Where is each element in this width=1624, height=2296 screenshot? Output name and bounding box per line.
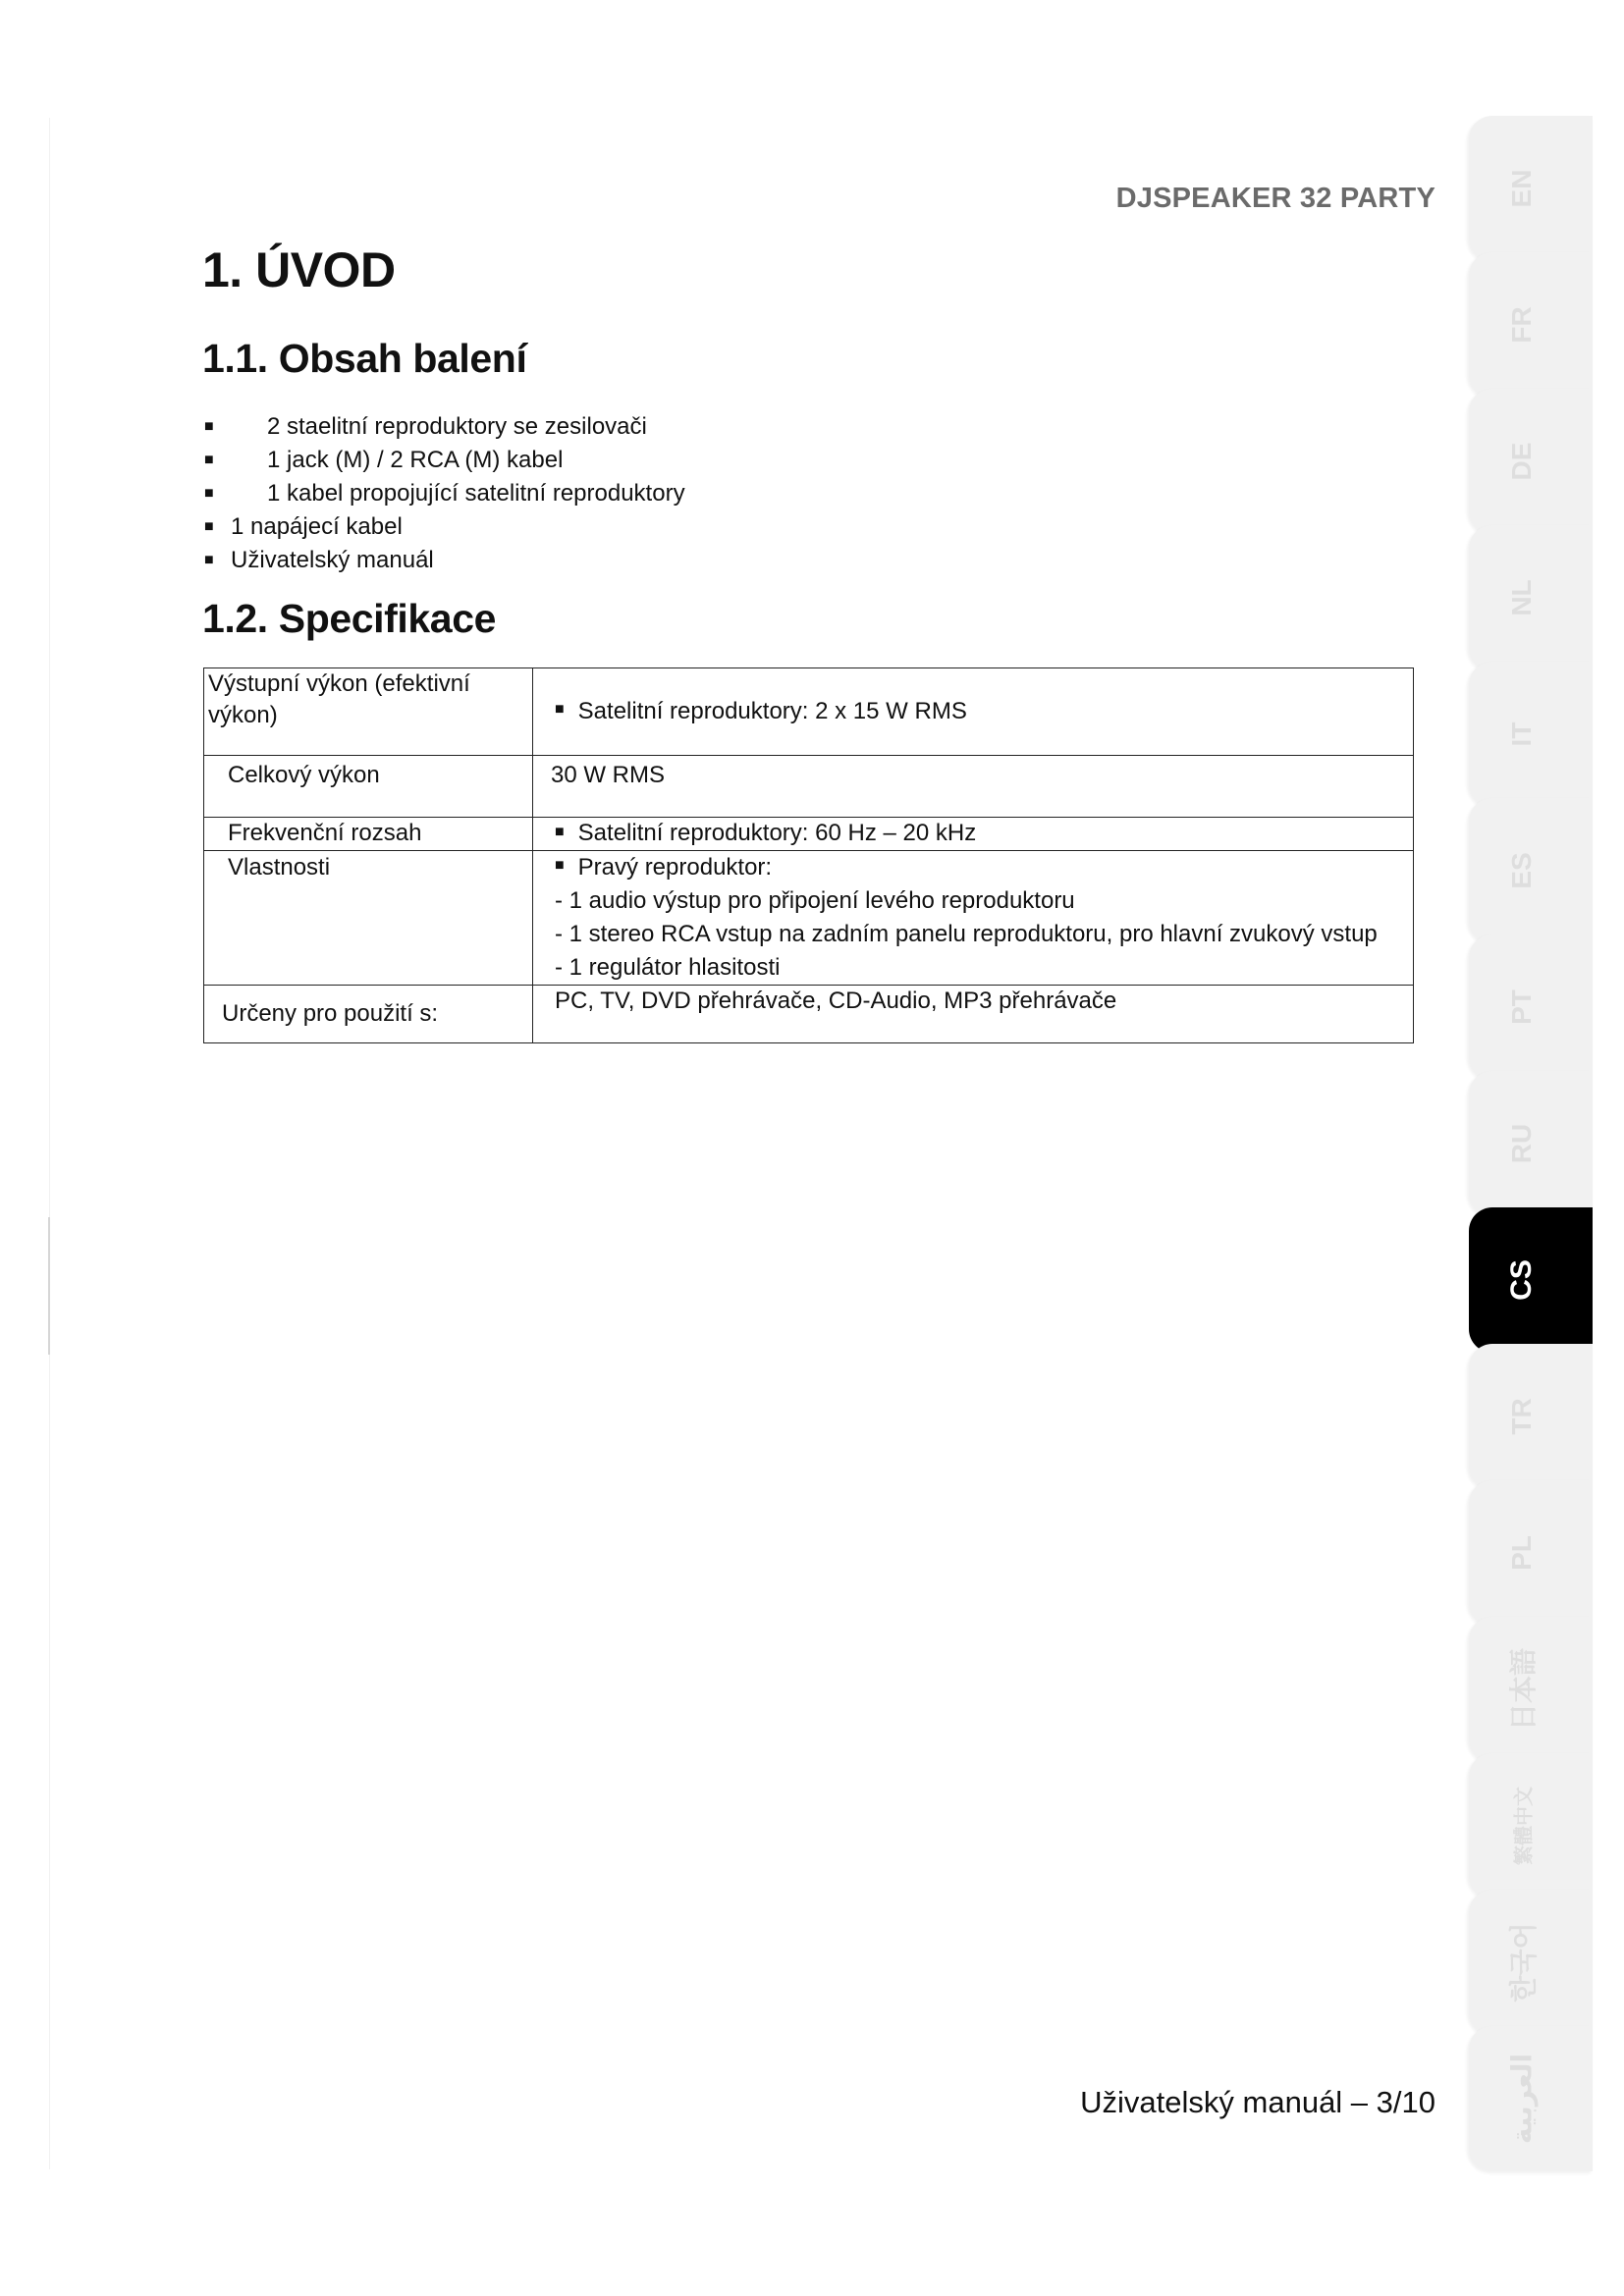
language-tab-pl[interactable]: PL <box>1469 1480 1593 1626</box>
spec-key: Celkový výkon <box>204 756 533 818</box>
bullet-icon: ■ <box>204 418 214 435</box>
bullet-icon: ■ <box>204 552 214 568</box>
language-tab-fr[interactable]: FR <box>1469 252 1593 398</box>
bullet-icon: ■ <box>204 485 214 502</box>
spec-value: 30 W RMS <box>533 756 1414 818</box>
list-item: ■ 1 jack (M) / 2 RCA (M) kabel <box>202 444 685 477</box>
bullet-icon: ■ <box>555 857 565 875</box>
specifications-table <box>203 667 1414 1043</box>
footer-page-number: Uživatelský manuál – 3/10 <box>1080 2085 1435 2119</box>
header-product-name: DJSPEAKER 32 PARTY <box>1115 183 1435 214</box>
language-tab-ko[interactable]: 한국어 <box>1469 1890 1593 2035</box>
language-tab-zh-tw[interactable]: 繁體中文 <box>1469 1753 1593 1898</box>
list-item: ■ 2 staelitní reproduktory se zesilovači <box>202 410 685 444</box>
spec-value: ■ Satelitní reproduktory: 60 Hz – 20 kHz <box>533 818 1414 851</box>
section-title-specifications: 1.2. Specifikace <box>202 596 497 641</box>
list-item: ■ Uživatelský manuál <box>202 544 685 577</box>
list-item: ■ 1 kabel propojující satelitní reproduktory <box>202 477 685 510</box>
spec-value: PC, TV, DVD přehrávače, CD-Audio, MP3 přehrávače <box>533 986 1414 1043</box>
spec-key: Určeny pro použití s: <box>204 986 533 1043</box>
language-tab-nl[interactable]: NL <box>1469 525 1593 670</box>
package-contents-list <box>202 410 685 577</box>
language-tab-ar[interactable]: العربية <box>1469 2026 1593 2171</box>
language-tab-en[interactable]: EN <box>1469 116 1593 261</box>
language-tab-cs[interactable]: CS <box>1469 1207 1593 1353</box>
list-item: ■ 1 napájecí kabel <box>202 510 685 544</box>
spec-key: Frekvenční rozsah <box>204 818 533 851</box>
page-margin-mark <box>48 1217 50 1355</box>
language-tab-ja[interactable]: 日本語 <box>1469 1617 1593 1762</box>
spec-value-line: - 1 stereo RCA vstup na zadním panelu reproduktoru, pro hlavní zvukový vstup <box>555 921 1378 948</box>
bullet-icon: ■ <box>555 823 565 840</box>
language-tab-tr[interactable]: TR <box>1469 1344 1593 1489</box>
spec-value <box>533 850 1414 986</box>
section-title-introduction: 1. ÚVOD <box>202 242 396 297</box>
table-row <box>204 986 1414 1043</box>
language-tab-pt[interactable]: PT <box>1469 934 1593 1080</box>
spec-value-line: - 1 audio výstup pro připojení levého reproduktoru <box>555 887 1075 915</box>
spec-key: Výstupní výkon (efektivní výkon) <box>204 668 533 756</box>
table-row <box>204 756 1414 818</box>
language-tab-de[interactable]: DE <box>1469 389 1593 534</box>
bullet-icon: ■ <box>204 452 214 468</box>
table-row <box>204 668 1414 756</box>
page-margin-line <box>49 118 50 2169</box>
spec-value: ■ Satelitní reproduktory: 2 x 15 W RMS <box>533 668 1414 756</box>
spec-value-line: ■ Pravý reproduktor: <box>555 851 1413 885</box>
table-row <box>204 850 1414 986</box>
language-tab-ru[interactable]: RU <box>1469 1071 1593 1216</box>
language-tab-it[interactable]: IT <box>1469 662 1593 807</box>
spec-value-line: - 1 regulátor hlasitosti <box>555 954 781 982</box>
spec-key: Vlastnosti <box>204 850 533 986</box>
bullet-icon: ■ <box>204 518 214 535</box>
table-row <box>204 818 1414 851</box>
language-tab-es[interactable]: ES <box>1469 798 1593 943</box>
section-title-package-contents: 1.1. Obsah balení <box>202 336 527 381</box>
bullet-icon: ■ <box>555 701 565 719</box>
